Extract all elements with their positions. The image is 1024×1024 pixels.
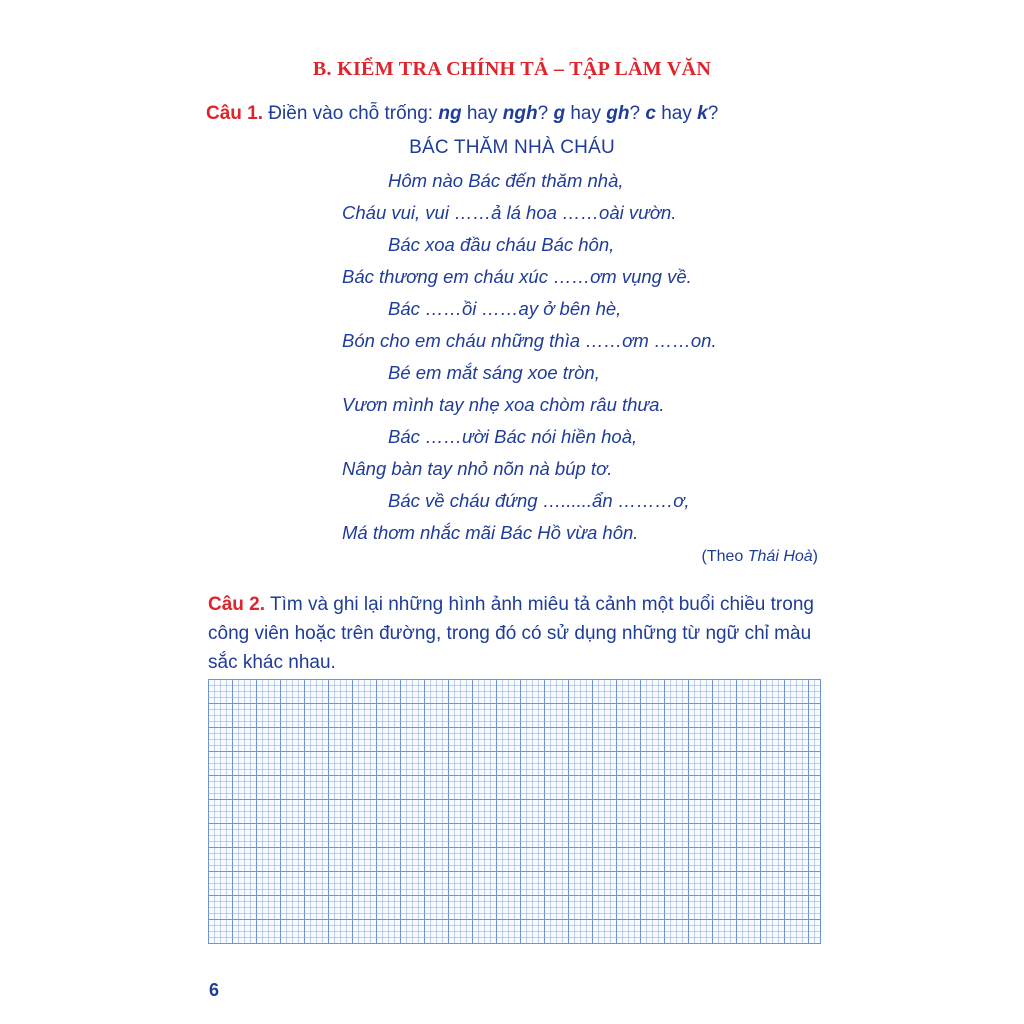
poem-line: Bác ……ười Bác nói hiền hoà, bbox=[388, 426, 638, 447]
poem-line: Bác ……ồi ……ay ở bên hè, bbox=[388, 298, 622, 319]
question-1 bbox=[206, 103, 718, 125]
question-1-text: Điền vào chỗ trống: bbox=[263, 103, 439, 124]
poem-line: Cháu vui, vui ……ả lá hoa ……oài vườn. bbox=[342, 202, 677, 223]
option-ngh: ngh bbox=[502, 103, 538, 124]
attribution-suffix: ) bbox=[812, 548, 818, 565]
poem-line: Nâng bàn tay nhỏ nõn nà búp tơ. bbox=[342, 458, 613, 479]
question-1-connector: hay bbox=[565, 103, 607, 124]
poem-line: Vươn mình tay nhẹ xoa chòm râu thưa. bbox=[342, 394, 665, 415]
question-2-label: Câu 2. bbox=[208, 594, 266, 615]
poem-line: Hôm nào Bác đến thăm nhà, bbox=[388, 170, 624, 191]
option-g: g bbox=[553, 103, 566, 124]
option-c: c bbox=[645, 103, 656, 124]
question-1-connector: ? bbox=[537, 103, 554, 124]
attribution-prefix: (Theo bbox=[701, 548, 748, 565]
question-1-connector: hay bbox=[655, 103, 698, 124]
writing-grid[interactable] bbox=[208, 679, 821, 944]
question-1-label: Câu 1. bbox=[206, 103, 264, 124]
page-number: 6 bbox=[209, 980, 220, 1000]
question-1-connector: hay bbox=[461, 103, 503, 124]
question-2 bbox=[208, 590, 828, 677]
section-title: B. KIỂM TRA CHÍNH TẢ – TẬP LÀM VĂN bbox=[312, 58, 712, 80]
poem-line: Bác xoa đầu cháu Bác hôn, bbox=[388, 234, 615, 255]
question-1-connector: ? bbox=[629, 103, 646, 124]
question-2-text: Tìm và ghi lại những hình ảnh miêu tả cảnh một buổi chiều trong công viên hoặc trên đường, trong đó có sử dụng những từ ngữ chỉ màu sắc khác nhau. bbox=[208, 594, 814, 673]
poem-line: Bác thương em cháu xúc ……ơm vụng về. bbox=[342, 266, 692, 287]
poem-attribution bbox=[702, 548, 819, 566]
poem-line: Bé em mắt sáng xoe tròn, bbox=[388, 362, 600, 383]
question-1-connector: ? bbox=[707, 103, 719, 124]
poem-line: Má thơm nhắc mãi Bác Hồ vừa hôn. bbox=[342, 522, 639, 543]
poem-line: Bón cho em cháu những thìa ……ơm ……on. bbox=[342, 330, 717, 351]
option-ng: ng bbox=[438, 103, 462, 124]
option-k: k bbox=[697, 103, 708, 124]
attribution-author: Thái Hoà bbox=[747, 548, 813, 565]
poem-line: Bác về cháu đứng …......ẩn ………ơ, bbox=[388, 490, 690, 511]
option-gh: gh bbox=[606, 103, 630, 124]
poem-title: BÁC THĂM NHÀ CHÁU bbox=[409, 137, 615, 158]
